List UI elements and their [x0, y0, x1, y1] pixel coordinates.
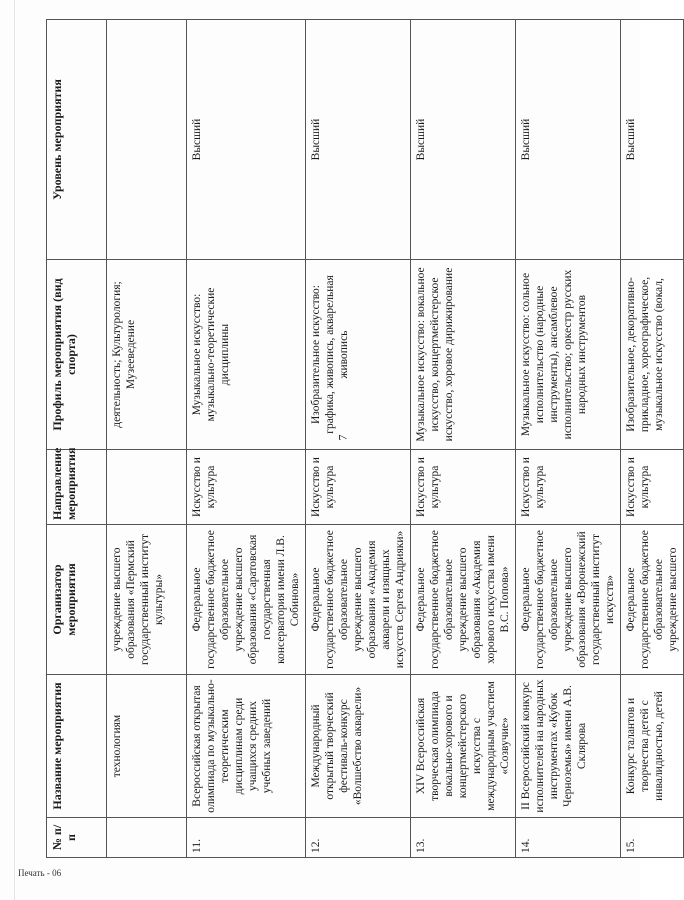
rotated-table-container	[46, 20, 679, 858]
cell-profile: Изобразительное, декоративно-прикладное, хореографическое, музыкальное искусство (вокал,	[621, 260, 684, 450]
cell-level: Высший	[187, 20, 306, 260]
cell-level: Высший	[621, 20, 684, 260]
cell-profile: Изобразительное искусство: графика, живопись, акварельная живопись	[306, 260, 411, 450]
cell-profile: деятельность; Культурология; Музееведение	[107, 260, 187, 450]
cell-name: Всероссийская открытая олимпиада по музыкально-теоретическим дисциплинам среди учащихся средних учебных заведений	[187, 675, 306, 818]
cell-num	[107, 818, 187, 858]
header-direction: Направление мероприятия	[47, 450, 107, 525]
table-row	[516, 20, 621, 858]
cell-level: Высший	[516, 20, 621, 260]
cell-organizer: Федеральное государственное бюджетное образовательное учреждение высшего	[621, 525, 684, 675]
cell-name: технологиям	[107, 675, 187, 818]
cell-num: 12.	[306, 818, 411, 858]
cell-organizer: Федеральное государственное бюджетное образовательное учреждение высшего образования «Академия акварели и изящных искусств Сергея Андрияки»	[306, 525, 411, 675]
cell-num: 13.	[411, 818, 516, 858]
events-table	[46, 19, 684, 858]
header-name: Название мероприятия	[47, 675, 107, 818]
cell-name: II Всероссийский конкурс исполнителей на народных инструментах «Кубок Черноземья» имени А.В. Склярова	[516, 675, 621, 818]
cell-organizer: Федеральное государственное бюджетное образовательное учреждение высшего образования «Воронежский государственный институт искусств»	[516, 525, 621, 675]
cell-num: 15.	[621, 818, 684, 858]
cell-direction: Искусство и культура	[516, 450, 621, 525]
header-profile: Профиль мероприятия (вид спорта)	[47, 260, 107, 450]
cell-num: 11.	[187, 818, 306, 858]
header-level: Уровень мероприятия	[47, 20, 107, 260]
cell-direction: Искусство и культура	[306, 450, 411, 525]
page-number: 7	[335, 434, 350, 441]
cell-level	[107, 20, 187, 260]
scan-edge-line	[14, 0, 15, 900]
table-row	[187, 20, 306, 858]
table-header-row	[47, 20, 107, 858]
cell-name: Международный открытый творческий фестиваль-конкурс «Волшебство акварели»	[306, 675, 411, 818]
cell-direction	[107, 450, 187, 525]
cell-num: 14.	[516, 818, 621, 858]
cell-organizer: учреждение высшего образования «Пермский государственный институт культуры»	[107, 525, 187, 675]
table-row	[411, 20, 516, 858]
print-footer: Печать - 06	[18, 868, 62, 878]
table-row-continuation	[107, 20, 187, 858]
cell-level: Высший	[306, 20, 411, 260]
cell-direction: Искусство и культура	[187, 450, 306, 525]
cell-organizer: Федеральное государственное бюджетное образовательное учреждение высшего образования «Саратовская государственная консерватория имени Л.В. Собинова»	[187, 525, 306, 675]
table-row	[621, 20, 684, 858]
cell-name: Конкурс талантов и творчества детей с инвалидностью, детей	[621, 675, 684, 818]
cell-direction: Искусство и культура	[411, 450, 516, 525]
header-organizer: Организатор мероприятия	[47, 525, 107, 675]
cell-profile: Музыкальное искусство: сольное исполнительство (народные инструменты), ансамблевое исполнительство; оркестр русских народных инструментов	[516, 260, 621, 450]
cell-direction: Искусство и культура	[621, 450, 684, 525]
cell-level: Высший	[411, 20, 516, 260]
cell-name: XIV Всероссийская творческая олимпиада вокально-хорового и концертмейстерского искусства с международным участием «Созвучие»	[411, 675, 516, 818]
cell-profile: Музыкальное искусство: музыкально-теоретические дисциплины	[187, 260, 306, 450]
table-row	[306, 20, 411, 858]
header-num: № п/п	[47, 818, 107, 858]
cell-organizer: Федеральное государственное бюджетное образовательное учреждение высшего образования «Академия хорового искусства имени В.С. Попова»	[411, 525, 516, 675]
cell-profile: Музыкальное искусство: вокальное искусство, концертмейстерское искусство, хоровое дирижирование	[411, 260, 516, 450]
